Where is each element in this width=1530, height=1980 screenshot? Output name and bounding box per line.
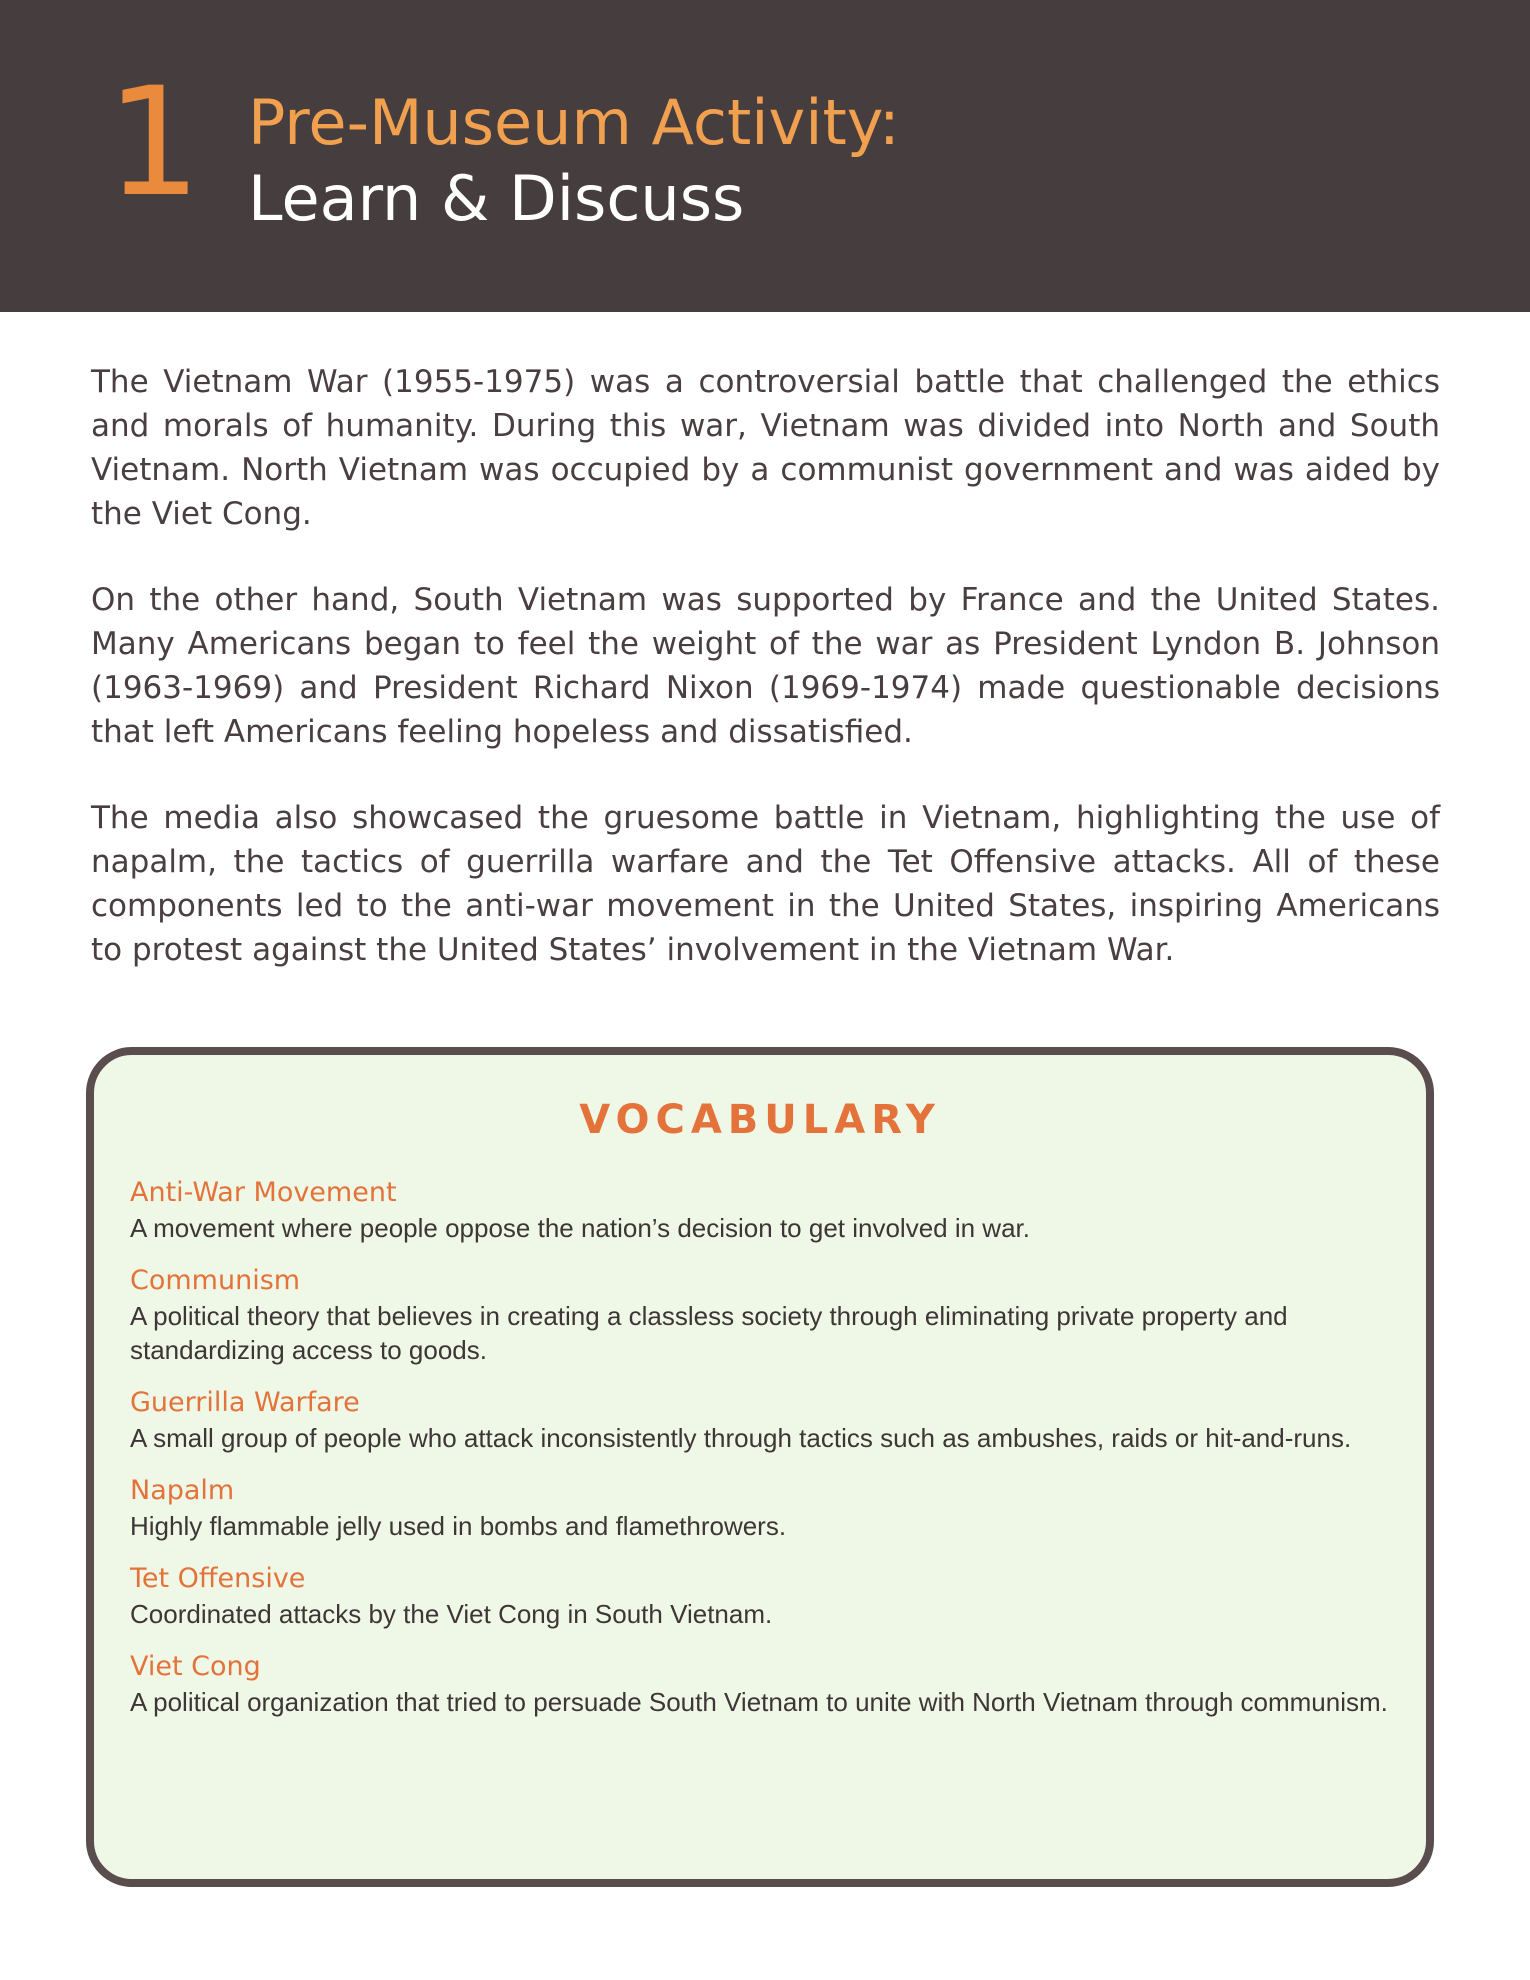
vocabulary-term: Viet Cong <box>130 1651 261 1682</box>
intro-paragraph: The Vietnam War (1955-1975) was a controversial battle that challenged the ethics and morals of humanity. During this war, Vietnam was divided into North and South Vietnam. North Vietnam was occupied by a communist government and was aided by the Viet Cong. <box>91 364 1440 532</box>
vocabulary-definition: Highly flammable jelly used in bombs and flamethrowers. <box>130 1511 787 1541</box>
vocabulary-term: Anti-War Movement <box>130 1177 397 1208</box>
vocabulary-list <box>130 1175 1390 1737</box>
vocabulary-box <box>86 1047 1434 1887</box>
vocabulary-term: Tet Offensive <box>130 1563 306 1594</box>
vocabulary-definition: A movement where people oppose the nation’s decision to get involved in war. <box>130 1213 1030 1243</box>
vocabulary-item <box>130 1175 1390 1245</box>
vocabulary-item <box>130 1649 1390 1719</box>
vocabulary-item <box>130 1473 1390 1543</box>
intro-paragraph: On the other hand, South Vietnam was supported by France and the United States. Many Americans began to feel the weight of the war as President Lyndon B. Johnson (1963-1969) and President Richard Nixon (1969-1974) made questionable decisions that left Americans feeling hopeless and dissatisfied. <box>91 582 1440 750</box>
page-header <box>0 0 1530 312</box>
vocabulary-definition: Coordinated attacks by the Viet Cong in South Vietnam. <box>130 1599 773 1629</box>
vocabulary-term: Communism <box>130 1265 301 1296</box>
step-number: 1 <box>106 56 202 230</box>
vocabulary-item <box>130 1561 1390 1631</box>
vocabulary-definition: A political theory that believes in creating a classless society through eliminating private property and standardizing access to goods. <box>130 1301 1288 1365</box>
vocabulary-item <box>130 1385 1390 1455</box>
vocabulary-item <box>130 1263 1390 1367</box>
intro-text <box>91 360 1440 1014</box>
vocabulary-definition: A political organization that tried to persuade South Vietnam to unite with North Vietnam through communism. <box>130 1687 1388 1717</box>
page-title: Pre-Museum Activity: <box>248 86 900 159</box>
vocabulary-title: VOCABULARY <box>579 1097 941 1143</box>
vocabulary-definition: A small group of people who attack inconsistently through tactics such as ambushes, raids or hit-and-runs. <box>130 1423 1352 1453</box>
vocabulary-term: Guerrilla Warfare <box>130 1387 360 1418</box>
intro-paragraph: The media also showcased the gruesome battle in Vietnam, highlighting the use of napalm, the tactics of guerrilla warfare and the Tet Offensive attacks. All of these components led to the anti-war movement in the United States, inspiring Americans to protest against the United States’ involvement in the Vietnam War. <box>91 800 1440 968</box>
vocabulary-term: Napalm <box>130 1475 235 1506</box>
page-subtitle: Learn & Discuss <box>248 162 745 235</box>
